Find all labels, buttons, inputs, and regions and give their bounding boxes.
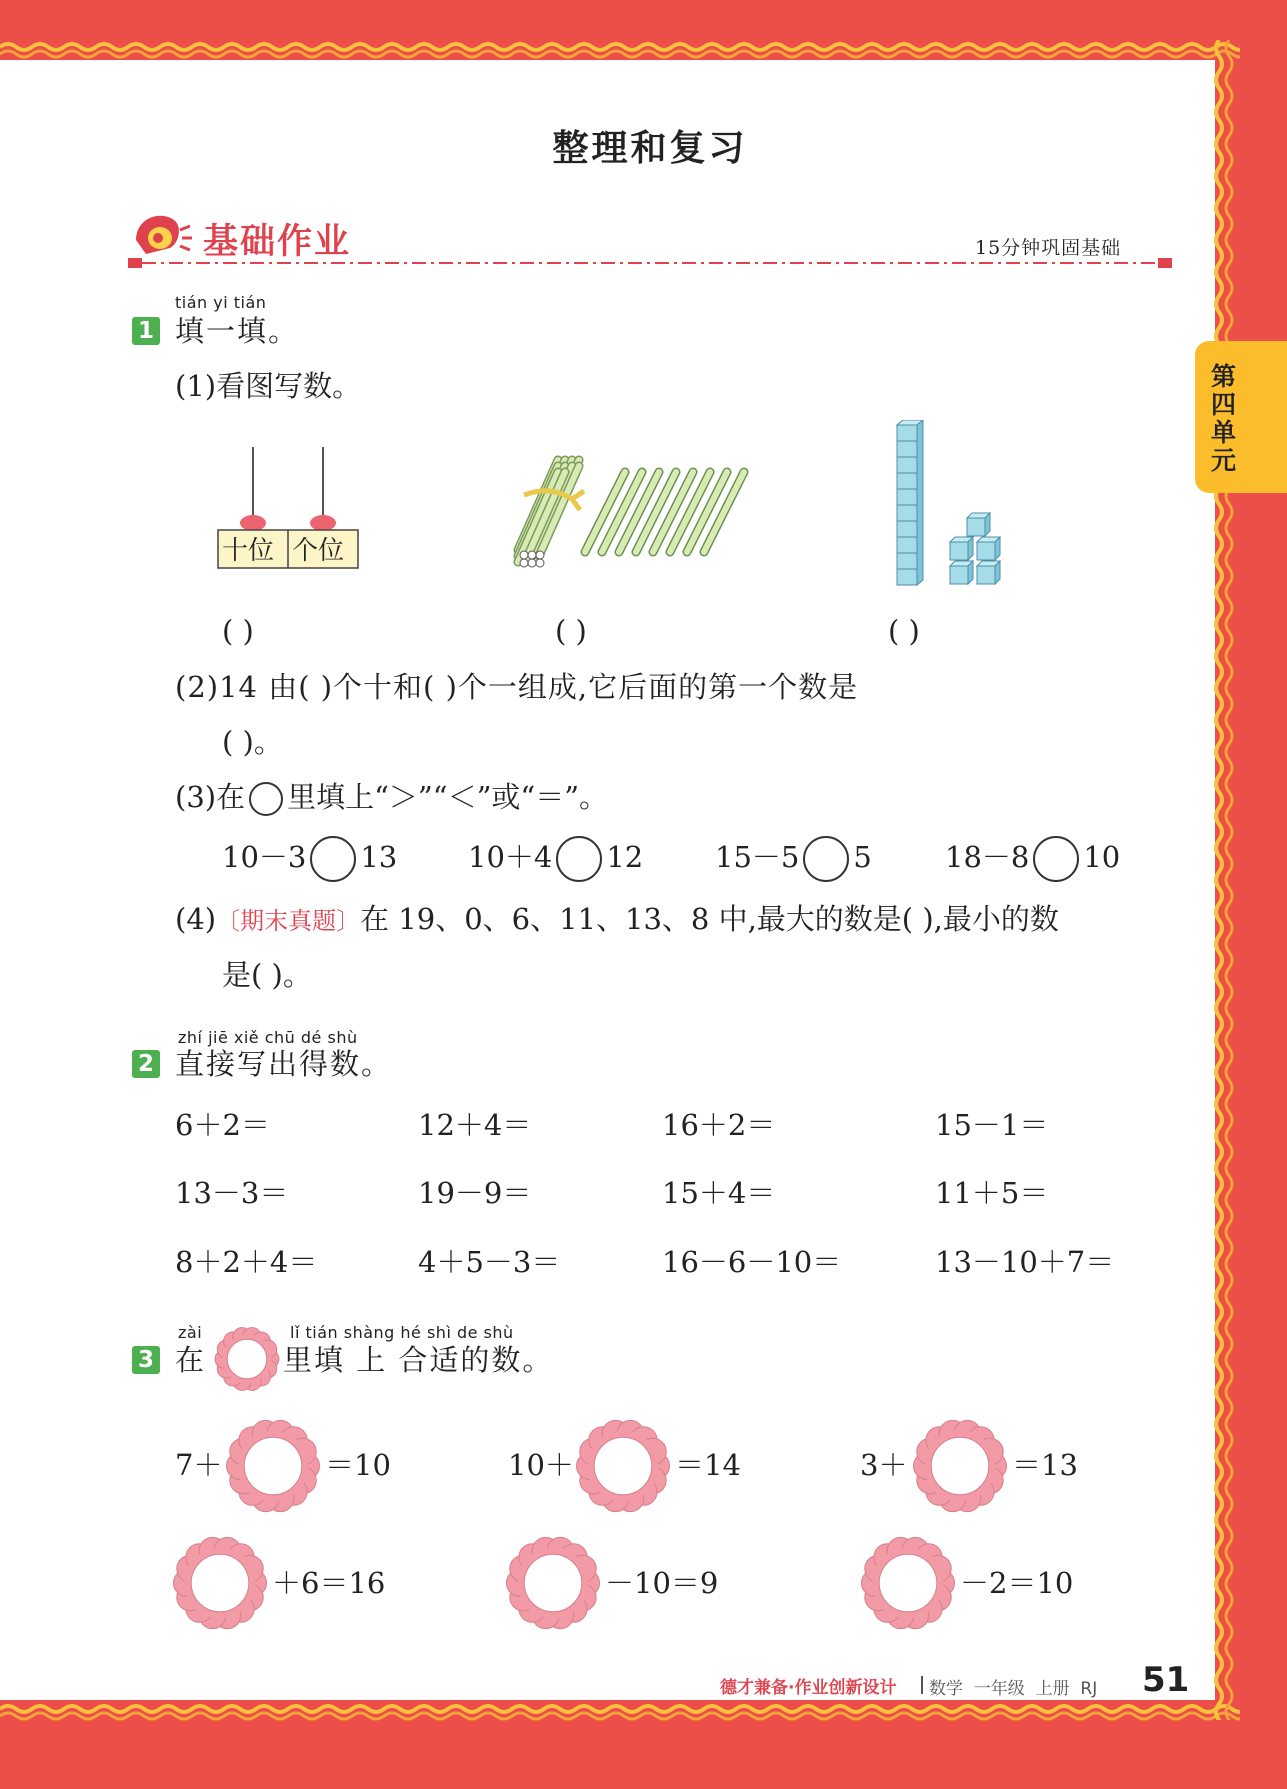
q1-part3-rest: 里填上“＞”“＜”或“＝”。 — [287, 780, 609, 814]
q3-pinyin-a: zài — [178, 1323, 203, 1342]
fill-pre: 10＋ — [508, 1448, 574, 1482]
fill-post: －2＝10 — [960, 1566, 1074, 1600]
q1-pinyin: tián yi tián — [175, 293, 267, 312]
q3-title-b: 里填 上 合适的数。 — [283, 1343, 554, 1377]
compare-left: 18－8 — [945, 840, 1030, 874]
q1-part1: (1)看图写数。 — [175, 369, 362, 403]
q2-pinyin: zhí jiē xiě chū dé shù — [178, 1028, 358, 1047]
circle-icon — [249, 782, 283, 816]
fill-post: ＝13 — [1012, 1448, 1078, 1482]
top-border — [0, 38, 1240, 62]
fill-post: －10＝9 — [605, 1566, 719, 1600]
fill-post: ＋6＝16 — [272, 1566, 386, 1600]
q1-part4-prefix: (4) — [175, 902, 217, 936]
right-border — [1205, 40, 1245, 1720]
fill-post: ＝14 — [675, 1448, 741, 1482]
q3-number: 3 — [132, 1346, 160, 1374]
abacus-label-tens: 十位 — [222, 536, 275, 566]
q1-part3-prefix: (3)在 — [175, 780, 246, 814]
compare-item-1 — [222, 836, 397, 882]
flower-input[interactable] — [505, 1535, 601, 1631]
compare-left: 10－3 — [222, 840, 307, 874]
q1-part3 — [175, 780, 608, 816]
unit-tab-label: 第四单元 — [1211, 362, 1237, 475]
calc-item[interactable]: 8＋2＋4＝ — [175, 1245, 318, 1279]
unit-side-tab[interactable] — [1195, 341, 1287, 493]
exam-tag: 〔期末真题〕 — [216, 907, 361, 935]
calc-item[interactable]: 13－10＋7＝ — [935, 1245, 1115, 1279]
page-number: 51 — [1142, 1660, 1190, 1700]
footer-divider — [921, 1676, 923, 1694]
compare-right: 12 — [606, 840, 644, 874]
calc-item[interactable]: 19－9＝ — [418, 1176, 532, 1210]
q1-number: 1 — [132, 317, 160, 345]
q1-part2-line2: ( )。 — [222, 725, 283, 759]
calc-item[interactable]: 11＋5＝ — [935, 1176, 1049, 1210]
calc-item[interactable]: 16－6－10＝ — [662, 1245, 842, 1279]
compare-circle-input[interactable] — [1033, 836, 1079, 882]
fill-post: ＝10 — [325, 1448, 391, 1482]
compare-right: 5 — [853, 840, 872, 874]
compare-right: 10 — [1083, 840, 1121, 874]
calc-item[interactable]: 16＋2＝ — [662, 1108, 776, 1142]
compare-circle-input[interactable] — [803, 836, 849, 882]
compare-left: 15－5 — [715, 840, 800, 874]
answer-blank-1[interactable]: ( ) — [222, 614, 254, 648]
sticks-bundle-figure — [510, 455, 750, 575]
fill-pre: 3＋ — [860, 1448, 908, 1482]
q2-number: 2 — [132, 1050, 160, 1078]
footer-subject: 数学 一年级 上册 RJ — [929, 1679, 1098, 1699]
q2-title: 直接写出得数。 — [175, 1047, 393, 1081]
cubes-figure — [895, 420, 1015, 600]
flower-input[interactable] — [860, 1535, 956, 1631]
calc-item[interactable]: 4＋5－3＝ — [418, 1245, 561, 1279]
compare-item-4 — [945, 836, 1120, 882]
q3-title-a: 在 — [175, 1343, 207, 1377]
answer-blank-2[interactable]: ( ) — [555, 614, 587, 648]
calc-item[interactable]: 15－1＝ — [935, 1108, 1049, 1142]
calc-item[interactable]: 6＋2＝ — [175, 1108, 270, 1142]
q1-part4-line2: 是( )。 — [222, 958, 312, 992]
calc-item[interactable]: 12＋4＝ — [418, 1108, 532, 1142]
abacus-label-ones: 个位 — [292, 536, 345, 566]
answer-blank-3[interactable]: ( ) — [888, 614, 920, 648]
page-title: 整理和复习 — [552, 128, 748, 169]
section-note: 15分钟巩固基础 — [975, 237, 1122, 259]
calc-item[interactable]: 15＋4＝ — [662, 1176, 776, 1210]
compare-right: 13 — [360, 840, 398, 874]
flower-input[interactable] — [575, 1418, 671, 1514]
flower-icon — [214, 1326, 280, 1392]
flower-input[interactable] — [912, 1418, 1008, 1514]
compare-circle-input[interactable] — [556, 836, 602, 882]
compare-left: 10＋4 — [468, 840, 553, 874]
q3-pinyin-b: lǐ tián shàng hé shì de shù — [290, 1323, 514, 1342]
compare-item-3 — [715, 836, 872, 882]
q1-part4-text: 在 19、0、6、11、13、8 中,最大的数是( ),最小的数 — [360, 902, 1059, 936]
section-divider — [128, 256, 1173, 270]
q1-title: 填一填。 — [175, 314, 300, 348]
q1-part2-line1: (2)14 由( )个十和( )个一组成,它后面的第一个数是 — [175, 670, 859, 704]
calc-item[interactable]: 13－3＝ — [175, 1176, 289, 1210]
q1-part4-line1 — [175, 902, 1059, 938]
footer-brand: 德才兼备·作业创新设计 — [720, 1678, 897, 1698]
fill-pre: 7＋ — [175, 1448, 223, 1482]
flower-input[interactable] — [172, 1535, 268, 1631]
flower-input[interactable] — [225, 1418, 321, 1514]
compare-item-2 — [468, 836, 643, 882]
bottom-border — [0, 1700, 1240, 1724]
compare-circle-input[interactable] — [310, 836, 356, 882]
section-title: 基础作业 — [203, 222, 352, 262]
